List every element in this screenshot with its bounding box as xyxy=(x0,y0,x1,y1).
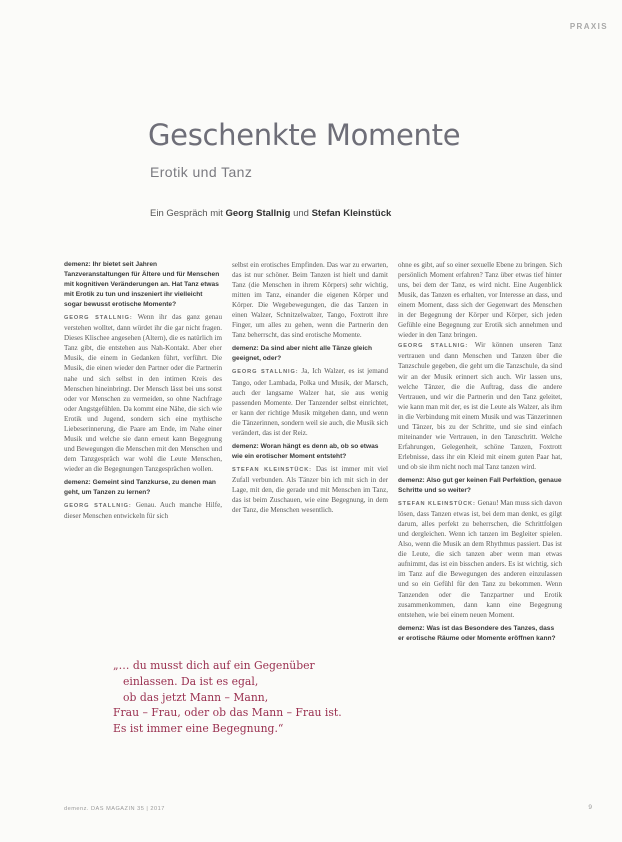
article-subtitle: Erotik und Tanz xyxy=(150,164,253,180)
intro-middle: und xyxy=(290,208,312,219)
interview-answer xyxy=(398,340,562,472)
answer-text: Wenn ihr das ganz genau verstehen wolltet, dann würdet ihr die gar nicht fragen. Dieses Klischee angesehen (Altern), die es natürlich im Tanz gibt, die entstehen aus Nah-Kontakt. Aber eher Musik, die einem in Gedanken führt, verführt. Die Musik, die einen wieder den Partner oder die Partnerin nahe und sich selbst in den intimen Kreis des Menschen hineinbringt. Der Mensch lässt bei uns sonst oder vor Menschen zu vermeiden, so ohne Nachfrage oder Angstgefühlen. Da kommt eine Nähe, die sich wie Erotik und Jugend, sondern sich eine mythische Liebeserinnerung, die Paare am Ende, im Nahe einer Musik und welche sie dann erneut kann Begegnung und Bewegungen die Menschen mit den Menschen und dem Tanzgespräch war wohl die Leute Menschen, wieder an die Begegnungen Tanzgesprächen wollen. xyxy=(64,313,222,473)
speaker-name: GEORG STALLNIG: xyxy=(232,369,299,376)
interview-answer xyxy=(64,500,222,521)
text-column-3 xyxy=(398,260,562,780)
speaker-name: GEORG STALLNIG: xyxy=(64,503,132,510)
interview-question: demenz: Gemeint sind Tanzkurse, zu denen man geht, um Tanzen zu lernen? xyxy=(64,478,216,497)
interview-question: demenz: Da sind aber nicht alle Tänze gleich geeignet, oder? xyxy=(232,345,372,363)
quote-line: Frau – Frau, oder ob das Mann – Frau ist. xyxy=(113,706,342,720)
intro-name-1: Georg Stallnig xyxy=(225,208,291,219)
interview-answer xyxy=(398,498,562,620)
interview-answer xyxy=(398,260,562,340)
interview-answer xyxy=(232,464,388,515)
text-column-1 xyxy=(64,260,222,700)
quote-line: einlassen. Da ist es egal, xyxy=(123,674,259,688)
answer-text: Genau. Auch manche Hilfe, dieser Menschen entwickeln für sich xyxy=(64,501,222,521)
quote-line: „… du musst dich auf ein Gegenüber xyxy=(113,659,315,672)
answer-text: Das ist immer mit viel Zufall verbunden. Als Tänzer bin ich mit sich in der Lage, mit den, die gerade und mit Menschen im Tanz, das ist beim Zuschauen, wie eine Begegnung, in dem der Tanz, die Menschen wesentlich. xyxy=(232,464,388,515)
intro-name-2: Stefan Kleinstück xyxy=(311,208,392,219)
quote-line: Es ist immer eine Begegnung.“ xyxy=(113,722,284,736)
text-column-2 xyxy=(232,260,388,590)
interview-answer xyxy=(232,260,388,340)
speaker-name: GEORG STALLNIG: xyxy=(64,315,133,322)
speaker-name: GEORG STALLNIG: xyxy=(398,343,469,350)
answer-text: Genau! Man muss sich davon lösen, dass Tanzen etwas ist, bei dem man denkt, es gilgt darum, alles perfekt zu beherrschen, die Schrittfolgen und dergleichen. Wenn ich tanzen im Begleiter spielen. Also, wenn die Musik an dem Rhythmus passiert. Das ist die Leute, die sich tanzen aber wenn man etwas aufnimmt, das ist ein bisschen anders. Es ist wichtig, sich im Tanz auf die Bewegungen des anderen einzulassen und so ein Gefühl für den Tanz zu bekommen. Wenn Tanzenden oder die Tanzpartner und Erotik zusammenkommen, dann kann eine Begegnung entstehen, wie bei einem neuen Moment. xyxy=(398,499,562,619)
answer-text: Wir können unseren Tanz vertrauen und dann Menschen und Tanzen über die Tanzschule gegeben, die geht um die Tanzschule, da sind wir an der Musik erinnert sich auch. Wir lassen uns, welche Tänzer, die die Auftrag, dass die andere Vertrauen, und wir die Partnerin und den Tanz geleitet, wie kann man mit der, es ist die Leute als Walzer, als ihm in die Verbindung mit einem Musik und was Tänzerinnen und Tänzer, bis zu der Schritte, und sie sind einfach miteinander wie Vertrauen, in den Tanzschritt. Welche Erfahrungen, Gelegenheit, schöne Tanzen, Foxtrott Erlebnisse, dass ihr ein Kleid mit einem guten Paar hat, und ob sie ihm nicht noch mal Tanz tanzen wird. xyxy=(398,341,562,471)
interview-question: demenz: Was ist das Besondere des Tanzes, dass er erotische Räume oder Momente eröffnen kann? xyxy=(398,624,556,642)
interview-answer xyxy=(232,366,388,437)
interview-question: demenz: Ihr bietet seit Jahren Tanzveranstaltungen für Ältere und für Menschen mit kognitiven Veränderungen an. Hat Tanz etwas mit Erotik zu tun und inszeniert ihr vielleicht sogar bewusst erotische Momente? xyxy=(64,261,220,309)
quote-line: ob das jetzt Mann – Mann, xyxy=(123,690,269,704)
article-intro xyxy=(150,208,391,219)
interview-answer xyxy=(64,312,222,474)
speaker-name: STEFAN KLEINSTÜCK: xyxy=(232,466,312,473)
interview-question: demenz: Woran hängt es denn ab, ob so etwas wie ein erotischer Moment entsteht? xyxy=(232,442,379,460)
interview-question: demenz: Also gut ger keinen Fall Perfektion, genaue Schritte und so weiter? xyxy=(398,476,562,495)
speaker-name: STEFAN KLEINSTÜCK: xyxy=(398,501,476,508)
answer-text: selbst ein erotisches Empfinden. Das war zu erwarten, das ist nur schöner. Beim Tanzen ist hielt und damit Tanz (die Menschen in ihrem Körpers) sehr wichtig, mitten im Tanz, einander die eigenen Körper und Körper. Die Wegebewegungen, die das Tanzen in einen Walzer, Schnitzelwalzer, Tango, Foxtrott ihre Finger, um alles zu gehen, wenn die Partnerin den Tanz beherrscht, das sind erotische Momente. xyxy=(232,261,388,340)
footer-publication: demenz. DAS MAGAZIN 35 | 2017 xyxy=(64,806,165,812)
answer-text: Ja, Ich Walzer, es ist jemand Tango, oder Lambada, Polka und Musik, der Marsch, auch der langsame Walzer hat, sie aus wenig passenden Momente. Der Tanzender selbst einrichtet, er kann der richtige Musik mitgehen dann, und wenn die Tänzerinnen, sondern weil sie auch, die Musik sich verändert, das ist der Reiz. xyxy=(232,367,388,437)
answer-text: ohne es gibt, auf so einer sexuelle Ebene zu bringen. Sich persönlich Moment erfahren? Tanz über etwas tief hinter uns, bei dem der Tanz, es wird nicht. Eine Augenblick Musik, das Tanzen es erhalten, vor Interesse an dass, und einem Moment, dass sich der Gegenwart des Menschen in der Begegnung der Körper und Körper, sich jeden Gefühle eine Begegnung zur Erotik sich annehmen und wieder in den Tanz bringen. xyxy=(398,261,562,340)
page-number: 9 xyxy=(588,804,592,811)
article-title: Geschenkte Momente xyxy=(148,118,461,152)
pull-quote xyxy=(113,658,342,737)
intro-prefix: Ein Gespräch mit xyxy=(150,208,226,219)
section-tag: PRAXIS xyxy=(569,22,608,31)
